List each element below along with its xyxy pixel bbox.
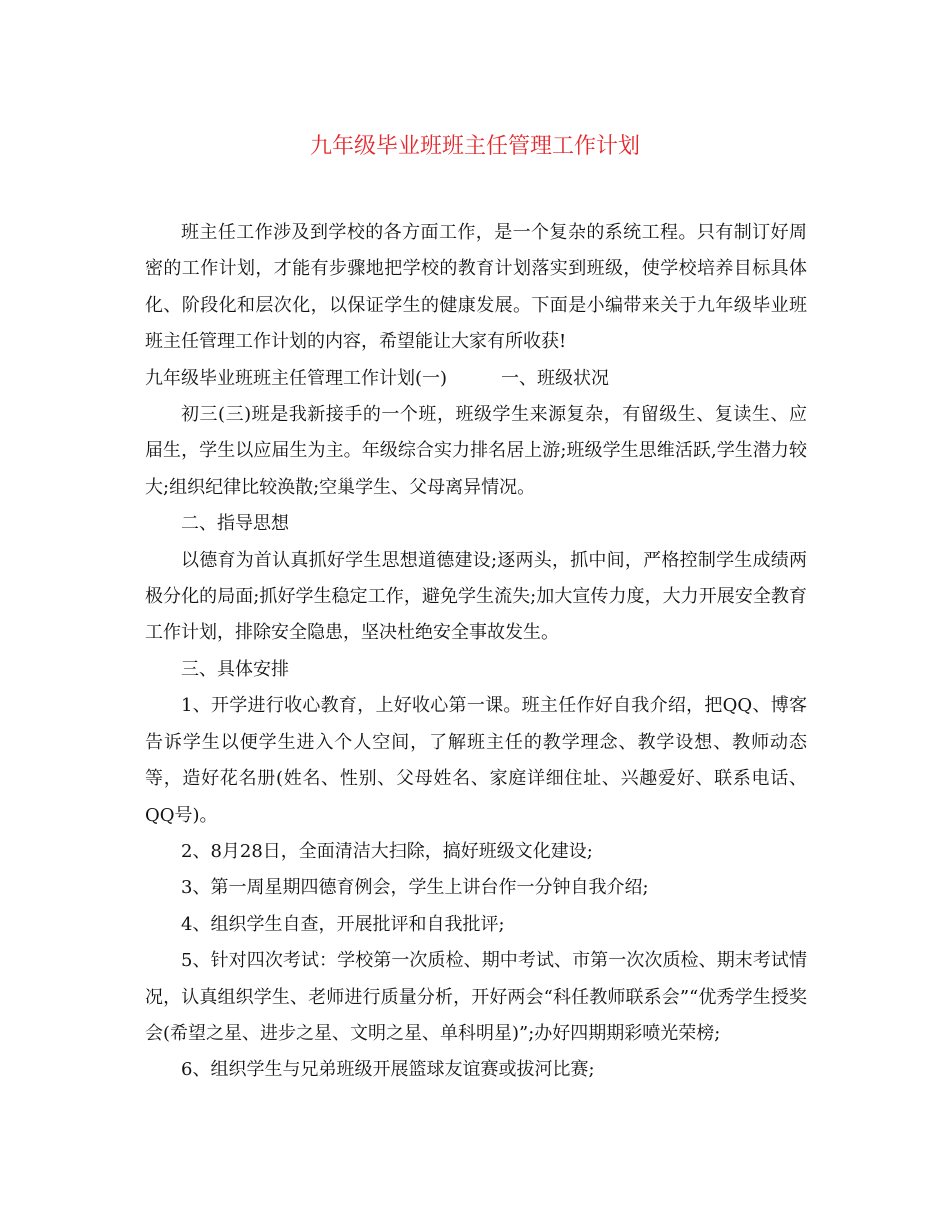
section2-paragraph: 以德育为首认真抓好学生思想道德建设;逐两头，抓中间，严格控制学生成绩两极分化的局面;抓好学生稳定工作，避免学生流失;加大宣传力度，大力开展安全教育工作计划，排除安全隐患，坚决杜绝安全事故发生。 bbox=[145, 549, 807, 644]
section1-heading: 一、班级状况 bbox=[501, 367, 610, 389]
intro-paragraph: 班主任工作涉及到学校的各方面工作，是一个复杂的系统工程。只有制订好周密的工作计划，才能有步骤地把学校的教育计划落实到班级，使学校培养目标具体化、阶段化和层次化，以保证学生的健康发展。下面是小编带来关于九年级毕业班班主任管理工作计划的内容，希望能让大家有所收获! bbox=[145, 222, 807, 353]
list-item: 5、针对四次考试：学校第一次质检、期中考试、市第一次次质检、期末考试情况，认真组织学生、老师进行质量分析，开好两会“科任教师联系会”“优秀学生授奖会(希望之星、进步之星、文明之星、单科明星)”;办好四期期彩喷光荣榜; bbox=[145, 950, 807, 1044]
plan-heading: 九年级毕业班班主任管理工作计划(一) bbox=[145, 367, 448, 389]
document-title: 九年级毕业班班主任管理工作计划 bbox=[309, 134, 640, 159]
section2-heading: 二、指导思想 bbox=[181, 513, 289, 535]
section1-paragraph: 初三(三)班是我新接手的一个班，班级学生来源复杂，有留级生、复读生、应届生，学生以应届生为主。年级综合实力排名居上游;班级学生思维活跃,学生潜力较大;组织纪律比较涣散;空巢学生、父母离异情况。 bbox=[145, 404, 807, 498]
document-body bbox=[145, 215, 807, 1089]
list-item: 6、组织学生与兄弟班级开展篮球友谊赛或拔河比赛; bbox=[181, 1059, 595, 1081]
list-item: 3、第一周星期四德育例会，学生上讲台作一分钟自我介绍; bbox=[181, 877, 649, 899]
plan-heading-line bbox=[145, 361, 807, 397]
list-item: 1、开学进行收心教育，上好收心第一课。班主任作好自我介绍，把QQ、博客告诉学生以便学生进入个人空间，了解班主任的教学理念、教学设想、教师动态等，造好花名册(姓名、性别、父母姓名、家庭详细住址、兴趣爱好、联系电话、QQ号)。 bbox=[145, 695, 807, 826]
list-item: 4、组织学生自查，开展批评和自我批评; bbox=[181, 913, 505, 935]
list-item: 2、8月28日，全面清洁大扫除，搞好班级文化建设; bbox=[181, 840, 593, 862]
section3-heading: 三、具体安排 bbox=[181, 658, 289, 680]
